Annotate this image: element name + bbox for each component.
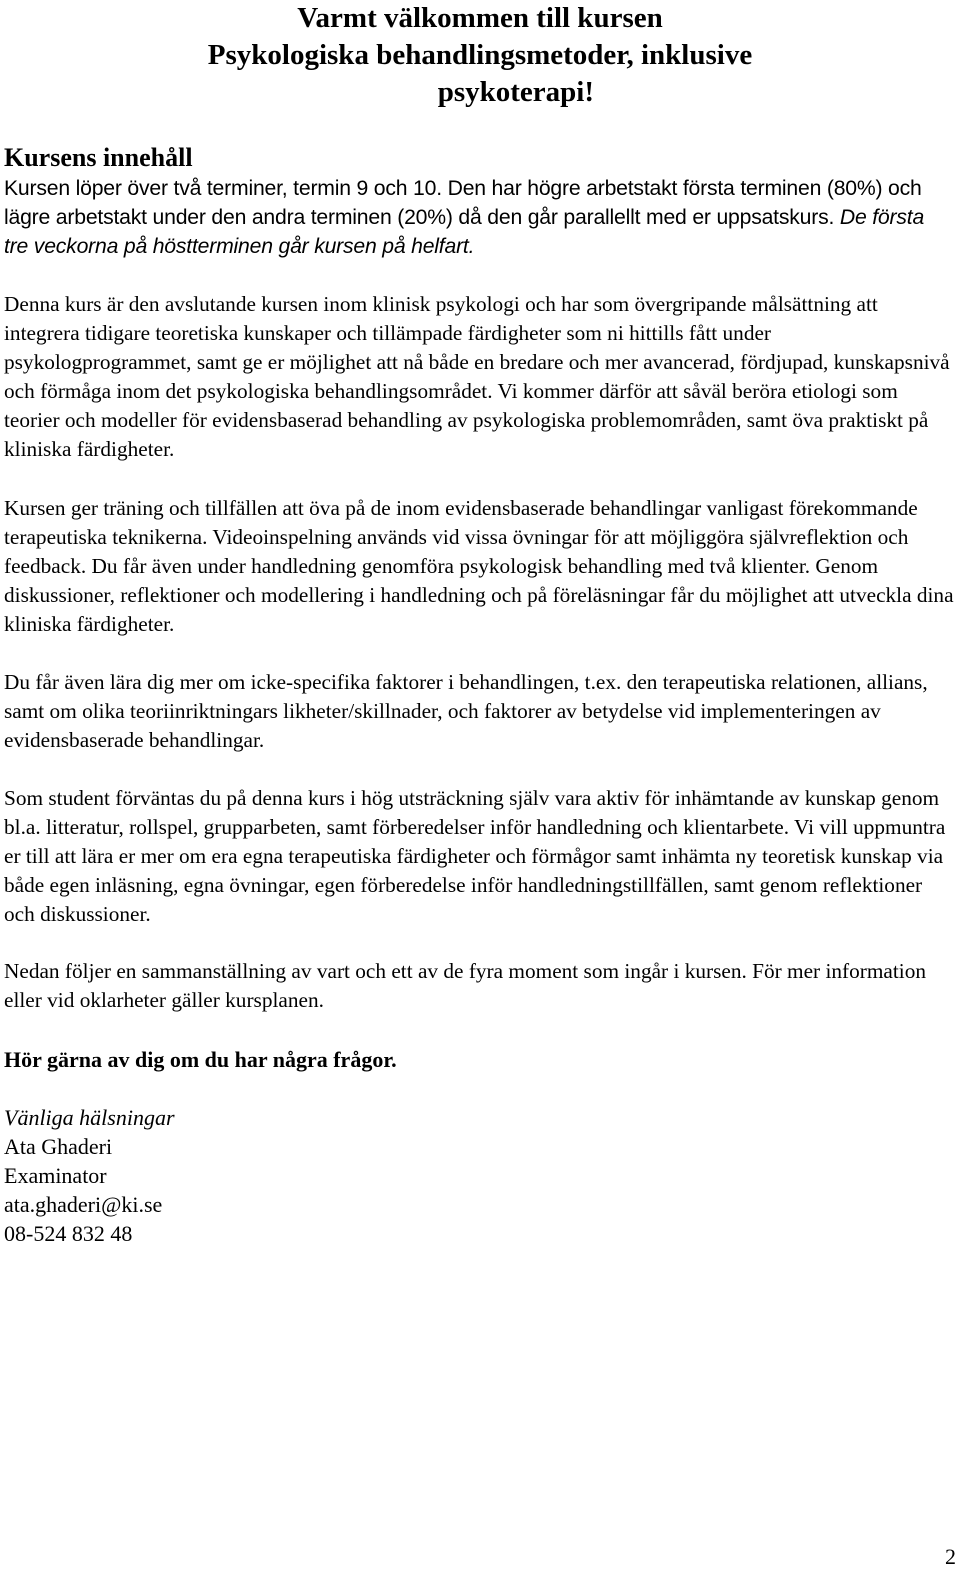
paragraph-course-goal: Denna kurs är den avslutande kursen inom klinisk psykologi och har som övergripande målsättning att integrera tidigare teoretiska kunskaper och tillämpade färdigheter som ni hittills fått under psykologprogrammet, samt ge er möjlighet att nå både en bredare och mer avancerad, fördjupad, kunskapsnivå och förmåga inom det psykologiska behandlingsområdet. Vi kommer därför att såväl beröra etiologi som teorier och modeller för evidensbaserad behandling av psykologiska problemområden, samt öva praktiskt på kliniska färdigheter. [4,292,950,461]
signature-phone: 08-524 832 48 [4,1221,133,1246]
lead-text: Kursen löper över två terminer, termin 9 och 10. Den har högre arbetstakt första terminen (80%) och lägre arbetstakt under den andra terminen (20%) då den går parallellt med er uppsatskurs. [4,177,922,229]
lead-italic-text: De första tre veckorna på höstterminen går kursen på helfart. [4,206,925,258]
paragraph-student-expectations: Som student förväntas du på denna kurs i hög utsträckning själv vara aktiv för inhämtande av kunskap genom bl.a. litteratur, rollspel, grupparbeten, samt förberedelser inför handledning och klientarbete. Vi vill uppmuntra er till att lära er mer om era egna terapeutiska färdigheter och förmågor samt inhämta ny teoretisk kunskap via både egen inläsning, egna övningar, egen förberedelse inför handledningstillfällen, samt genom reflektioner och diskussioner. [4,786,946,926]
title-line-2: Psykologiska behandlingsmetoder, inklusive [207,39,753,71]
signature-greeting: Vänliga hälsningar [4,1105,175,1130]
title-line-3: psykoterapi! [437,76,594,108]
paragraph-contact-invite: Hör gärna av dig om du har några frågor. [4,1047,397,1072]
signature-name: Ata Ghaderi [4,1134,113,1159]
page-number: 2 [945,1544,956,1569]
signature-email: ata.ghaderi@ki.se [4,1192,163,1217]
paragraph-training: Kursen ger träning och tillfällen att öva på de inom evidensbaserade behandlingar vanligast förekommande terapeutiska teknikerna. Videoinspelning används vid vissa övningar för att möjliggöra självreflektion och feedback. Du får även under handledning genomföra psykologisk behandling med två klienter. Genom diskussioner, reflektioner och modellering i handledning och på föreläsningar får du möjlighet att utveckla dina kliniska färdigheter. [4,496,954,636]
signature-block [4,1103,175,1248]
title-line-1: Varmt välkommen till kursen [297,2,663,34]
page-title [0,0,960,111]
lead-paragraph [4,174,949,261]
paragraph-nonspecific-factors: Du får även lära dig mer om icke-specifika faktorer i behandlingen, t.ex. den terapeutiska relationen, allians, samt om olika teoriinriktningars likheter/skillnader, och faktorer av betydelse vid implementeringen av evidensbaserade behandlingar. [4,670,928,752]
signature-role: Examinator [4,1163,107,1188]
paragraph-course-overview: Nedan följer en sammanställning av vart och ett av de fyra moment som ingår i kursen. För mer information eller vid oklarheter gäller kursplanen. [4,959,927,1012]
section-heading: Kursens innehåll [4,143,193,172]
